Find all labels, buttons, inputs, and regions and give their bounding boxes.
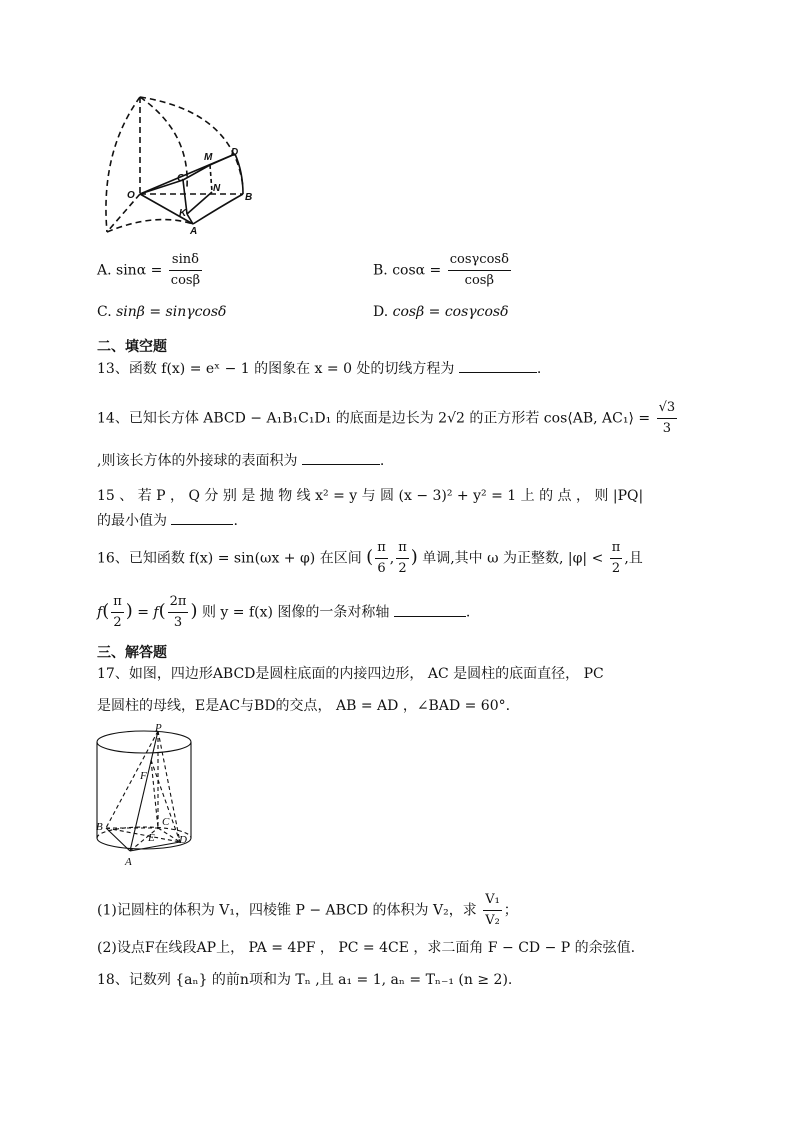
q16-comma: ,: [389, 550, 395, 567]
cylinder-top-ellipse: [97, 731, 191, 753]
label-p: P: [155, 722, 162, 734]
label-d2: D: [179, 834, 187, 846]
label-c2: C: [162, 816, 170, 828]
option-c-label: C.: [97, 304, 112, 320]
option-a-lhs: sinα =: [116, 262, 163, 279]
option-a-den: cosβ: [170, 273, 201, 288]
label-b: B: [245, 192, 253, 203]
q16-f1-open: (: [102, 600, 110, 622]
q18-text: 18、记数列 {aₙ} 的前n项和为 Tₙ ,且 a₁ = 1, aₙ = Tₙ₋₁ (n ≥ 2).: [97, 972, 513, 988]
label-e: E: [148, 832, 155, 844]
q16-f1-close: ): [125, 600, 133, 622]
option-a-fraction: [169, 250, 202, 291]
q16-answer-blank[interactable]: [394, 602, 466, 617]
q16-interval-b-den: 2: [398, 561, 407, 576]
outer-arc-right: [140, 97, 243, 188]
option-b-den: cosβ: [464, 273, 494, 288]
option-a[interactable]: [97, 250, 204, 291]
option-d-label: D.: [373, 304, 389, 320]
label-c: C: [177, 173, 185, 184]
q14-answer-blank[interactable]: [302, 450, 380, 465]
q16-f2-num: 2π: [168, 592, 189, 613]
q17-ratio-fraction: [483, 890, 502, 931]
q14-line2: ,则该长方体的外接球的表面积为: [97, 453, 298, 469]
q16-line2-a: f: [97, 604, 103, 621]
option-d[interactable]: [373, 302, 509, 322]
q14-end: .: [379, 453, 385, 469]
q14-num: √3: [657, 398, 678, 419]
option-b-fraction: [448, 250, 511, 291]
label-n: N: [213, 183, 221, 194]
axis-to-left: [107, 194, 140, 232]
q16-interval-a: [375, 538, 388, 579]
label-b2: B: [96, 821, 103, 833]
q17-sub2: (2)设点F在线段AP上， PA = 4PF ， PC = 4CE ，求二面角 F − CD − P 的余弦值.: [97, 940, 636, 956]
question-17-line-2: [97, 696, 510, 716]
q16-phi-den: 2: [611, 561, 621, 576]
q16-line1-b: 单调,其中 ω 为正整数, |φ| <: [422, 550, 604, 567]
q16-paren-open: (: [366, 546, 374, 568]
q16-f2-close: ): [190, 600, 198, 622]
q16-f2-den: 3: [173, 615, 183, 630]
question-14-line-2: [97, 450, 384, 471]
segment-fd: [151, 760, 180, 842]
section-2-title: 二、填空题: [97, 339, 167, 355]
outer-arc-left: [106, 97, 140, 232]
q16-interval-b-num: π: [396, 538, 409, 559]
q16-f1-num: π: [111, 592, 124, 613]
option-b-label: B.: [373, 262, 388, 279]
q17-sub1-a: (1)记圆柱的体积为 V₁，四棱锥 P − ABCD 的体积为 V₂，求: [97, 902, 477, 919]
label-k: K: [179, 208, 187, 219]
sphere-figure: [95, 92, 270, 240]
q17-line2: 是圆柱的母线，E是AC与BD的交点， AB = AD ，∠BAD = 60°.: [97, 698, 511, 714]
q17-ratio-num: V₁: [483, 890, 502, 911]
label-a2: A: [125, 856, 132, 868]
arc-ab: [193, 194, 243, 224]
cylinder-figure: [92, 722, 200, 872]
question-17-line-1: [97, 664, 604, 684]
option-a-label: A.: [97, 262, 112, 279]
option-c[interactable]: [97, 302, 226, 322]
question-17-sub-2: [97, 938, 635, 958]
q16-f1-fraction: [111, 592, 124, 633]
edge-pb: [106, 731, 158, 828]
q14-fraction: [657, 398, 678, 439]
question-16-line-2: [97, 592, 470, 633]
label-m: M: [204, 152, 213, 163]
question-18: [97, 970, 512, 990]
q15-line2: 的最小值为: [97, 513, 167, 529]
q16-f1-den: 2: [113, 615, 122, 630]
question-15-line-2: [97, 510, 238, 531]
question-14-line-1: [97, 398, 679, 439]
q16-line1-c: ,且: [624, 550, 643, 567]
option-c-text: sinβ = sinγcosδ: [116, 304, 227, 320]
option-d-text: cosβ = cosγcosδ: [392, 304, 509, 320]
question-16-line-1: [97, 538, 643, 579]
q16-phi-num: π: [610, 538, 623, 559]
question-13: [97, 358, 541, 379]
q15-answer-blank[interactable]: [171, 510, 233, 525]
label-o: O: [127, 190, 135, 201]
q14-line1: 14、已知长方体 ABCD − A₁B₁C₁D₁ 的底面是边长为 2√2 的正方形若 cos⟨AB, AC₁⟩ =: [97, 410, 651, 427]
label-a: A: [190, 226, 198, 237]
q16-phi-fraction: [610, 538, 623, 579]
segment-mn: [210, 165, 212, 192]
label-d: D: [231, 147, 239, 158]
bottom-arc: [107, 220, 193, 233]
q16-line2-eq: = f: [137, 604, 159, 621]
q16-line1-a: 16、已知函数 f(x) = sin(ωx + φ) 在区间: [97, 550, 362, 567]
q14-den: 3: [662, 421, 671, 436]
q13-answer-blank[interactable]: [459, 358, 537, 373]
section-3-title: 三、解答题: [97, 645, 167, 661]
q16-interval-a-den: 6: [377, 561, 386, 576]
q16-paren-close: ): [410, 546, 418, 568]
q16-end: .: [465, 604, 471, 621]
question-17-sub-1: [97, 890, 518, 931]
q13-text: 13、函数 f(x) = eˣ − 1 的图象在 x = 0 处的切线方程为: [97, 361, 455, 377]
q17-line1: 17、如图，四边形ABCD是圆柱底面的内接四边形， AC 是圆柱的底面直径， PC: [97, 666, 604, 682]
question-15-line-1: [97, 486, 643, 506]
q16-f2-fraction: [168, 592, 189, 633]
q15-end: .: [233, 513, 238, 529]
q16-f2-open: (: [158, 600, 166, 622]
q13-end: .: [536, 361, 542, 377]
segment-kn: [187, 192, 212, 214]
q17-ratio-den: V₂: [485, 913, 500, 928]
q16-interval-b: [396, 538, 409, 579]
option-a-num: sinδ: [169, 250, 202, 271]
q15-line1: 15 、 若 P ， Q 分 别 是 抛 物 线 x² = y 与 圆 (x − 3)² + y² = 1 上 的 点 ， 则 |PQ|: [97, 488, 644, 504]
label-f: F: [140, 770, 147, 782]
q16-interval-a-num: π: [375, 538, 388, 559]
option-b[interactable]: [373, 250, 513, 291]
option-b-num: cosγcosδ: [448, 250, 511, 271]
q16-line2-b: 则 y = f(x) 图像的一条对称轴: [201, 604, 390, 621]
option-b-lhs: cosα =: [392, 262, 442, 279]
q17-sub1-end: ；: [503, 902, 518, 919]
